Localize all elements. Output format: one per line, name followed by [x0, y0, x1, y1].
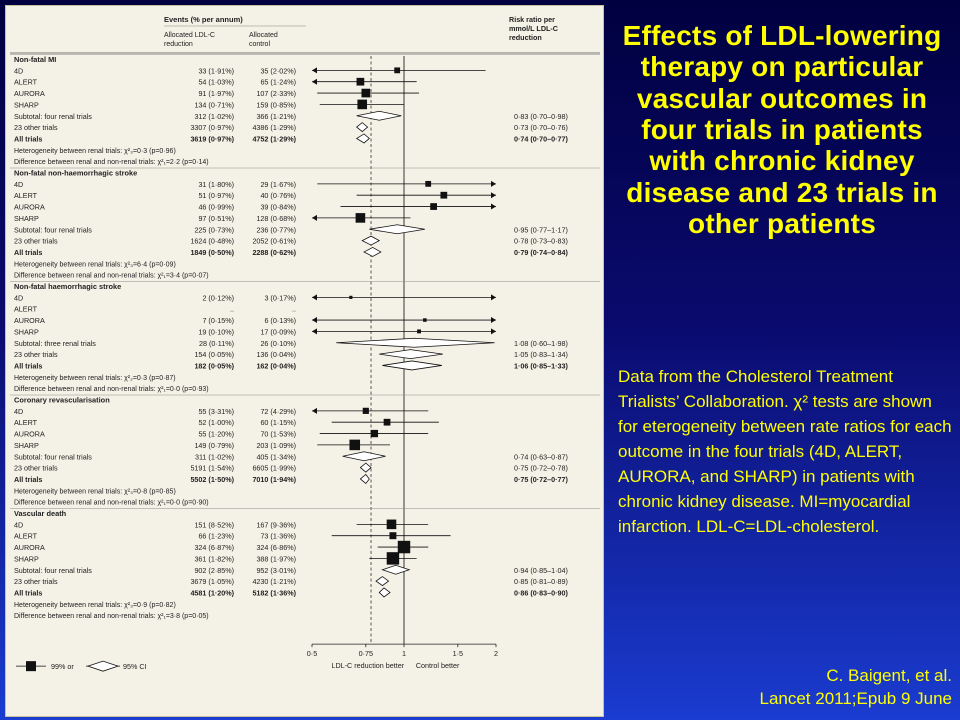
point-estimate-square — [349, 296, 352, 299]
point-estimate-square — [371, 430, 378, 437]
control-events: 162 (0·04%) — [256, 361, 296, 371]
ci-arrow-left — [312, 67, 317, 73]
treat-events: 151 (8·52%) — [194, 520, 234, 530]
subtotal-diamond — [369, 225, 425, 234]
treat-events: 312 (1·02%) — [194, 111, 234, 121]
control-events: 4386 (1·29%) — [252, 123, 296, 133]
subtotal-diamond — [362, 236, 379, 245]
control-events: 236 (0·77%) — [256, 225, 296, 235]
control-events: 17 (0·09%) — [260, 327, 296, 337]
heterogeneity-note: Difference between renal and non-renal trials: χ²₁=3·8 (p=0·05) — [14, 613, 209, 621]
ci-arrow-left — [312, 79, 317, 85]
x-tick-label: 2 — [494, 649, 498, 659]
subtotal-label: 23 other trials — [14, 577, 58, 587]
trial-label: ALERT — [14, 191, 38, 201]
total-diamond — [382, 361, 441, 370]
section-title: Coronary revascularisation — [14, 395, 110, 405]
treat-events: 52 (1·00%) — [198, 418, 234, 428]
ci-arrow-right — [491, 181, 496, 187]
risk-ratio-ci: 1·08 (0·60–1·98) — [514, 338, 568, 348]
control-events: 70 (1·53%) — [260, 429, 296, 439]
trial-label: AURORA — [14, 202, 45, 212]
treat-events: 7 (0·15%) — [202, 316, 234, 326]
ci-arrow-left — [312, 408, 317, 414]
treat-events: 55 (3·31%) — [198, 406, 234, 416]
risk-ratio-ci: 0·75 (0·72–0·78) — [514, 463, 568, 473]
treat-events: 19 (0·10%) — [198, 327, 234, 337]
total-diamond — [357, 134, 370, 143]
treat-events: 225 (0·73%) — [194, 225, 234, 235]
treat-events: 1849 (0·50%) — [190, 247, 234, 257]
subtotal-label: Subtotal: four renal trials — [14, 111, 92, 121]
heterogeneity-note: Difference between renal and non-renal trials: χ²₁=0·0 (p=0·93) — [14, 386, 209, 394]
heterogeneity-note: Difference between renal and non-renal trials: χ²₁=2·2 (p=0·14) — [14, 159, 209, 167]
point-estimate-square — [356, 213, 366, 223]
control-events: 5182 (1·36%) — [252, 588, 296, 598]
section-title: Non-fatal non-haemorrhagic stroke — [14, 168, 138, 178]
slide-description: Data from the Cholesterol Treatment Trialists’ Collaboration. χ² tests are shown for eterogeneity between rate ratios for each outcome in the four trials (4D, ALERT, AURORA, and SHARP) in patients with chronic kidney disease. MI=myocardial infarction. LDL-C=LDL-cholesterol. — [618, 367, 952, 536]
subtotal-label: Subtotal: four renal trials — [14, 565, 92, 575]
legend-square — [26, 661, 36, 671]
control-events: 2052 (0·61%) — [252, 236, 296, 246]
subtotal-diamond — [336, 338, 494, 347]
control-events: 6 (0·13%) — [264, 316, 296, 326]
control-events: 324 (6·86%) — [256, 543, 296, 553]
section-title: Vascular death — [14, 509, 67, 518]
treat-events: 1624 (0·48%) — [190, 236, 234, 246]
treat-events: 3619 (0·97%) — [190, 134, 234, 144]
treat-events: 311 (1·02%) — [194, 452, 234, 462]
risk-ratio-ci: 0·86 (0·83–0·90) — [514, 588, 568, 598]
point-estimate-square — [384, 419, 391, 426]
trial-label: 4D — [14, 66, 24, 76]
treat-events: 324 (6·87%) — [194, 543, 234, 553]
trial-label: AURORA — [14, 543, 45, 553]
control-events: 136 (0·04%) — [256, 350, 296, 360]
control-events: 128 (0·68%) — [256, 213, 296, 223]
trial-label: SHARP — [14, 213, 39, 223]
treat-events: 46 (0·99%) — [198, 202, 234, 212]
treat-events: 361 (1·82%) — [194, 554, 234, 564]
treat-events: .. — [230, 304, 234, 314]
control-events: 65 (1·24%) — [260, 77, 296, 87]
subtotal-diamond — [343, 452, 386, 461]
subtotal-label: 23 other trials — [14, 123, 58, 133]
ci-arrow-left — [312, 328, 317, 334]
header-treat-line2: reduction — [164, 41, 193, 48]
x-tick-label: 1 — [402, 649, 406, 659]
trial-label: ALERT — [14, 77, 38, 87]
subtotal-label: Subtotal: four renal trials — [14, 225, 92, 235]
control-events: 3 (0·17%) — [264, 293, 296, 303]
point-estimate-square — [361, 89, 370, 98]
trial-label: SHARP — [14, 440, 39, 450]
risk-ratio-ci: 0·79 (0·74–0·84) — [514, 247, 568, 257]
ci-arrow-left — [312, 317, 317, 323]
legend-diamond — [88, 661, 118, 671]
risk-ratio-ci: 1·05 (0·83–1·34) — [514, 350, 568, 360]
control-events: 405 (1·34%) — [256, 452, 296, 462]
trial-label: SHARP — [14, 554, 39, 564]
risk-ratio-ci: 0·75 (0·72–0·77) — [514, 474, 568, 484]
treat-events: 5191 (1·54%) — [190, 463, 234, 473]
control-events: 60 (1·15%) — [260, 418, 296, 428]
control-events: 4230 (1·21%) — [252, 577, 296, 587]
control-events: 29 (1·67%) — [260, 179, 296, 189]
control-events: 73 (1·36%) — [260, 531, 296, 541]
control-events: 952 (3·01%) — [256, 565, 296, 575]
risk-ratio-ci: 0·74 (0·70–0·77) — [514, 134, 568, 144]
ci-arrow-right — [491, 192, 496, 198]
control-events: 72 (4·29%) — [260, 406, 296, 416]
point-estimate-square — [363, 408, 369, 414]
treat-events: 97 (0·51%) — [198, 213, 234, 223]
ci-arrow-right — [491, 328, 496, 334]
heterogeneity-note: Difference between renal and non-renal trials: χ²₁=0·0 (p=0·90) — [14, 499, 209, 507]
total-diamond — [360, 474, 369, 483]
treat-events: 4581 (1·20%) — [190, 588, 234, 598]
heterogeneity-note: Heterogeneity between renal trials: χ²₃=6·4 (p=0·09) — [14, 261, 176, 269]
trial-label: AURORA — [14, 316, 45, 326]
risk-ratio-ci: 0·73 (0·70–0·76) — [514, 123, 568, 133]
trial-label: SHARP — [14, 327, 39, 337]
ci-arrow-right — [491, 294, 496, 300]
treat-events: 31 (1·80%) — [198, 179, 234, 189]
citation-journal: Lancet 2011;Epub 9 June — [759, 688, 952, 708]
treat-events: 54 (1·03%) — [198, 77, 234, 87]
control-events: 39 (0·84%) — [260, 202, 296, 212]
total-label: All trials — [14, 134, 43, 144]
x-tick-label: 0·5 — [306, 649, 318, 659]
control-events: 167 (9·36%) — [256, 520, 296, 530]
trial-label: ALERT — [14, 304, 38, 314]
subtotal-label: Subtotal: four renal trials — [14, 452, 92, 462]
control-events: 366 (1·21%) — [256, 111, 296, 121]
risk-ratio-ci: 0·94 (0·85–1·04) — [514, 565, 568, 575]
point-estimate-square — [394, 67, 400, 73]
control-events: 6605 (1·99%) — [252, 463, 296, 473]
treat-events: 3307 (0·97%) — [190, 123, 234, 133]
control-events: 26 (0·10%) — [260, 338, 296, 348]
x-tick-label: 1·5 — [452, 649, 464, 659]
point-estimate-square — [398, 541, 410, 553]
total-label: All trials — [14, 361, 43, 371]
total-label: All trials — [14, 247, 43, 257]
treat-events: 3679 (1·05%) — [190, 577, 234, 587]
treat-events: 55 (1·20%) — [198, 429, 234, 439]
risk-ratio-ci: 0·85 (0·81–0·89) — [514, 577, 568, 587]
section-title: Non-fatal MI — [14, 55, 57, 64]
treat-events: 5502 (1·50%) — [190, 474, 234, 484]
header-ratio-line3: reduction — [509, 33, 542, 42]
legend-diamond-label: 95% CI — [123, 662, 147, 672]
point-estimate-square — [387, 552, 399, 564]
axis-right-label: Control better — [415, 661, 460, 671]
trial-label: 4D — [14, 520, 24, 530]
point-estimate-square — [349, 440, 360, 451]
axis-left-label: LDL-C reduction better — [331, 661, 405, 671]
total-label: All trials — [14, 474, 43, 484]
trial-label: SHARP — [14, 100, 39, 110]
trial-label: ALERT — [14, 531, 38, 541]
point-estimate-square — [425, 181, 431, 187]
control-events: 2288 (0·62%) — [252, 247, 296, 257]
trial-label: 4D — [14, 293, 24, 303]
heterogeneity-note: Heterogeneity between renal trials: χ²₃=0·9 (p=0·82) — [14, 601, 176, 609]
heterogeneity-note: Difference between renal and non-renal trials: χ²₁=3·4 (p=0·07) — [14, 272, 209, 280]
header-ratio-line1: Risk ratio per — [509, 15, 555, 24]
point-estimate-square — [430, 203, 437, 210]
point-estimate-square — [423, 318, 427, 322]
point-estimate-square — [389, 532, 396, 539]
header-treat-line1: Allocated LDL-C — [164, 32, 215, 39]
point-estimate-square — [440, 192, 447, 199]
total-diamond — [364, 247, 381, 256]
heterogeneity-note: Heterogeneity between renal trials: χ²₃=0·8 (p=0·85) — [14, 488, 176, 496]
header-control-line1: Allocated — [249, 32, 278, 39]
ci-arrow-right — [491, 317, 496, 323]
section-title: Non-fatal haemorrhagic stroke — [14, 282, 122, 291]
point-estimate-square — [417, 329, 421, 333]
subtotal-diamond — [357, 111, 402, 120]
citation — [632, 665, 952, 711]
trial-label: AURORA — [14, 429, 45, 439]
point-estimate-square — [357, 78, 365, 86]
subtotal-diamond — [382, 565, 409, 574]
point-estimate-square — [357, 100, 367, 110]
trial-label: ALERT — [14, 418, 38, 428]
slide-title: Effects of LDL-lowering therapy on particular vascular outcomes in four trials in patients with chronic kidney disease and 23 trials in other patients — [622, 20, 942, 240]
control-events: 7010 (1·94%) — [252, 474, 296, 484]
total-label: All trials — [14, 588, 43, 598]
ci-arrow-left — [312, 215, 317, 221]
risk-ratio-ci: 0·95 (0·77–1·17) — [514, 225, 568, 235]
control-events: 35 (2·02%) — [260, 66, 296, 76]
trial-label: 4D — [14, 406, 24, 416]
control-events: .. — [292, 304, 296, 314]
ci-arrow-left — [312, 294, 317, 300]
control-events: 203 (1·09%) — [256, 440, 296, 450]
risk-ratio-ci: 1·06 (0·85–1·33) — [514, 361, 568, 371]
treat-events: 2 (0·12%) — [202, 293, 234, 303]
treat-events: 51 (0·97%) — [198, 191, 234, 201]
risk-ratio-ci: 0·83 (0·70–0·98) — [514, 111, 568, 121]
subtotal-diamond — [360, 463, 371, 472]
x-tick-label: 0·75 — [358, 649, 374, 659]
citation-authors: C. Baigent, et al. — [826, 666, 952, 685]
legend-square-label: 99% or — [51, 662, 74, 672]
treat-events: 66 (1·23%) — [198, 531, 234, 541]
control-events: 388 (1·97%) — [256, 554, 296, 564]
subtotal-diamond — [357, 123, 368, 132]
trial-label: AURORA — [14, 89, 45, 99]
header-events: Events (% per annum) — [164, 15, 243, 24]
risk-ratio-ci: 0·74 (0·63–0·87) — [514, 452, 568, 462]
control-events: 159 (0·85%) — [256, 100, 296, 110]
treat-events: 33 (1·91%) — [198, 66, 234, 76]
forest-plot-panel — [5, 5, 604, 717]
control-events: 4752 (1·29%) — [252, 134, 296, 144]
subtotal-label: 23 other trials — [14, 463, 58, 473]
subtotal-label: 23 other trials — [14, 236, 58, 246]
control-events: 107 (2·33%) — [256, 89, 296, 99]
risk-ratio-ci: 0·78 (0·73–0·83) — [514, 236, 568, 246]
subtotal-label: Subtotal: three renal trials — [14, 338, 96, 348]
heterogeneity-note: Heterogeneity between renal trials: χ²₂=0·3 (p=0·87) — [14, 374, 176, 382]
treat-events: 149 (0·79%) — [194, 440, 234, 450]
treat-events: 902 (2·85%) — [194, 565, 234, 575]
ci-arrow-right — [491, 204, 496, 210]
control-events: 40 (0·76%) — [260, 191, 296, 201]
subtotal-diamond — [376, 577, 389, 586]
trial-label: 4D — [14, 179, 24, 189]
header-control-line2: control — [249, 41, 271, 48]
treat-events: 28 (0·11%) — [198, 338, 234, 348]
treat-events: 154 (0·05%) — [194, 350, 234, 360]
forest-plot — [6, 6, 603, 716]
treat-events: 134 (0·71%) — [194, 100, 234, 110]
point-estimate-square — [387, 520, 397, 530]
subtotal-diamond — [379, 350, 443, 359]
total-diamond — [379, 588, 390, 597]
header-ratio-line2: mmol/L LDL-C — [509, 24, 558, 33]
heterogeneity-note: Heterogeneity between renal trials: χ²₃=0·3 (p=0·96) — [14, 147, 176, 155]
subtotal-label: 23 other trials — [14, 350, 58, 360]
treat-events: 91 (1·97%) — [198, 89, 234, 99]
treat-events: 182 (0·05%) — [194, 361, 234, 371]
